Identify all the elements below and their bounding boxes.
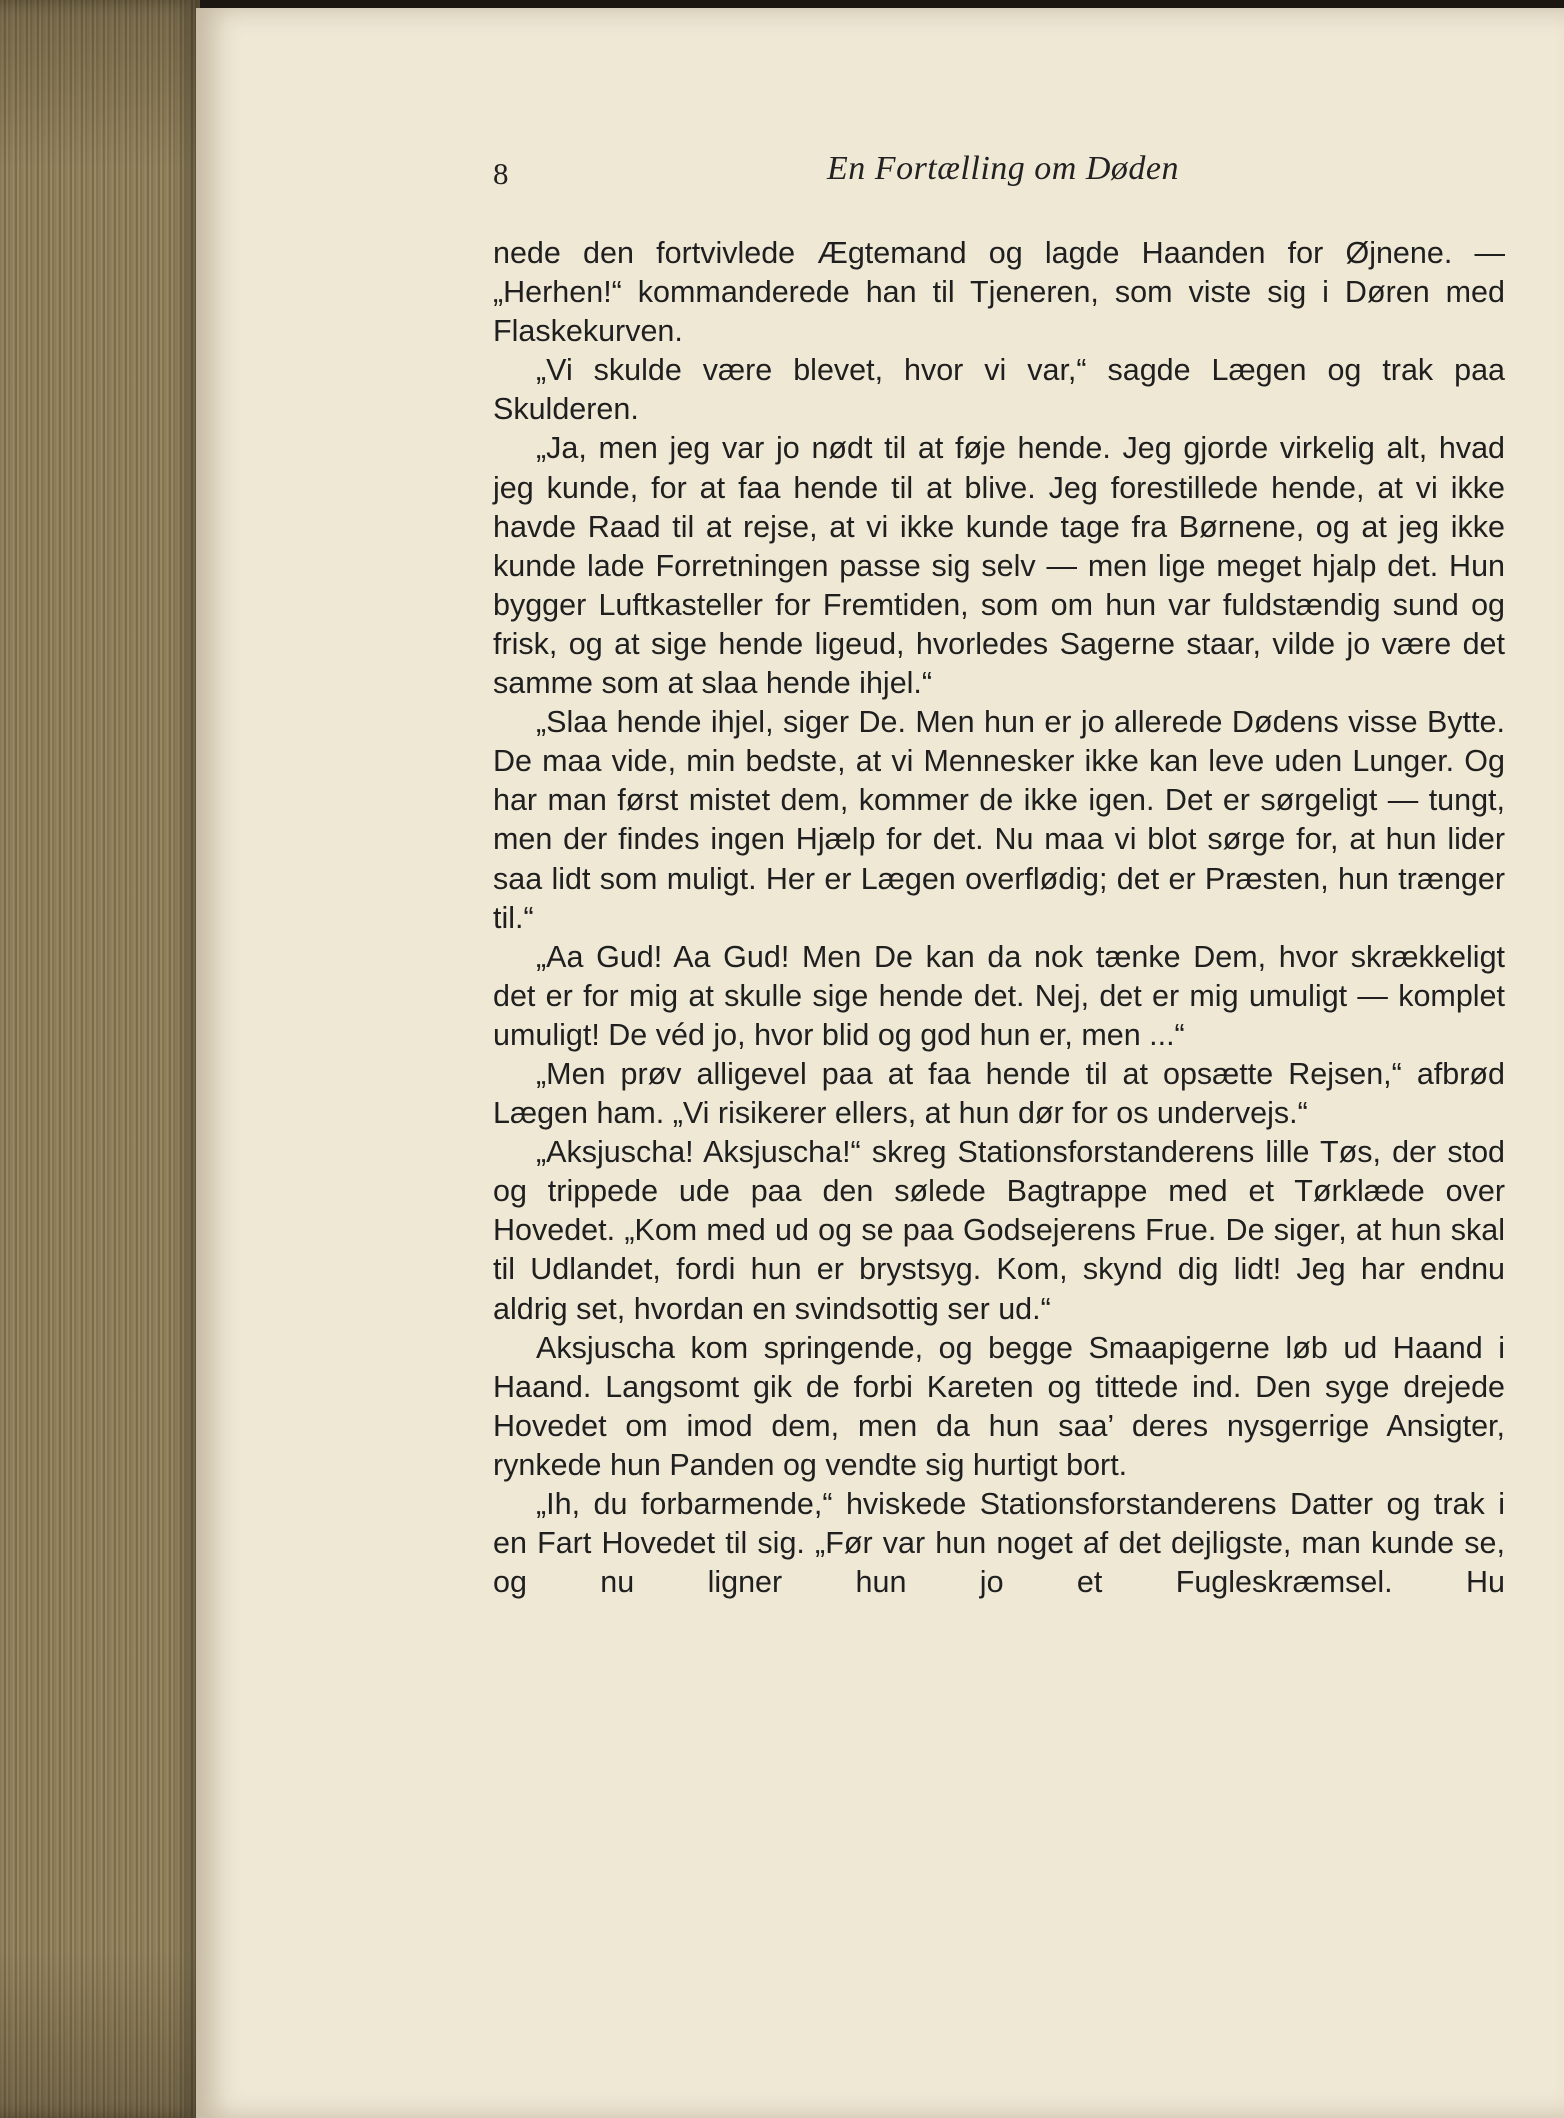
paragraph: „Aa Gud! Aa Gud! Men De kan da nok tænke Dem, hvor skrækkeligt det er for mig at skulle sige hende det. Nej, det er mig umuligt — komplet umuligt! De véd jo, hvor blid og god hun er, men ...“ bbox=[493, 939, 1505, 1052]
paragraph: „Men prøv alligevel paa at faa hende til at opsætte Rejsen,“ afbrød Lægen ham. „Vi risikerer ellers, at hun dør for os undervejs.“ bbox=[493, 1056, 1505, 1131]
running-title: En Fortælling om Døden bbox=[827, 150, 1179, 187]
paragraph: nede den fortvivlede Ægtemand og lagde Haanden for Øjnene. — „Herhen!“ kommanderede han til Tjeneren, som viste sig i Døren med Flaskekurven. bbox=[493, 236, 1505, 349]
paragraph-continued: „Ih, du forbarmende,“ hviskede Stationsforstanderens Datter og trak i en Fart Hovedet til sig. „Før var hun noget af det dejligste, man kunde se, og nu ligner hun jo et Fugleskræmsel. Hu bbox=[493, 1487, 1505, 1600]
paragraph: „Ja, men jeg var jo nødt til at føje hende. Jeg gjorde virkelig alt, hvad jeg kunde, for at faa hende til at blive. Jeg forestillede hende, at vi ikke havde Raad til at rejse, at vi ikke kunde tage fra Børnene, og at jeg ikke kunde lade Forretningen passe sig selv — men lige meget hjalp det. Hun bygger Luftkasteller for Fremtiden, som om hun var fuldstændig sund og frisk, og at sige hende ligeud, hvorledes Sagerne staar, vilde jo være det samme som at slaa hende ihjel.“ bbox=[493, 431, 1505, 701]
stacked-page-edges bbox=[0, 0, 200, 2118]
running-head bbox=[493, 150, 1503, 200]
paragraph: „Vi skulde være blevet, hvor vi var,“ sagde Lægen og trak paa Skulderen. bbox=[493, 353, 1505, 427]
page-number: 8 bbox=[493, 156, 509, 191]
paragraph: Aksjuscha kom springende, og begge Smaapigerne løb ud Haand i Haand. Langsomt gik de forbi Kareten og tittede ind. Den syge drejede Hovedet om imod dem, men da hun saa’ deres nysgerrige Ansigter, rynkede hun Panden og vendte sig hurtigt bort. bbox=[493, 1330, 1505, 1482]
paragraph: „Slaa hende ihjel, siger De. Men hun er jo allerede Dødens visse Bytte. De maa vide, min bedste, at vi Mennesker ikke kan leve uden Lunger. Og har man først mistet dem, kommer de ikke igen. Det er sørgeligt — tungt, men der findes ingen Hjælp for det. Nu maa vi blot sørge for, at hun lider saa lidt som muligt. Her er Lægen overflødig; det er Præsten, hun trænger til.“ bbox=[493, 705, 1505, 935]
paragraph: „Aksjuscha! Aksjuscha!“ skreg Stationsforstanderens lille Tøs, der stod og trippede ude paa den sølede Bagtrappe med et Tørklæde over Hovedet. „Kom med ud og se paa Godsejerens Frue. De siger, at hun skal til Udlandet, fordi hun er brystsyg. Kom, skynd dig lidt! Jeg har endnu aldrig set, hvordan en svindsottig ser ud.“ bbox=[493, 1135, 1505, 1326]
body-text bbox=[493, 234, 1505, 1602]
